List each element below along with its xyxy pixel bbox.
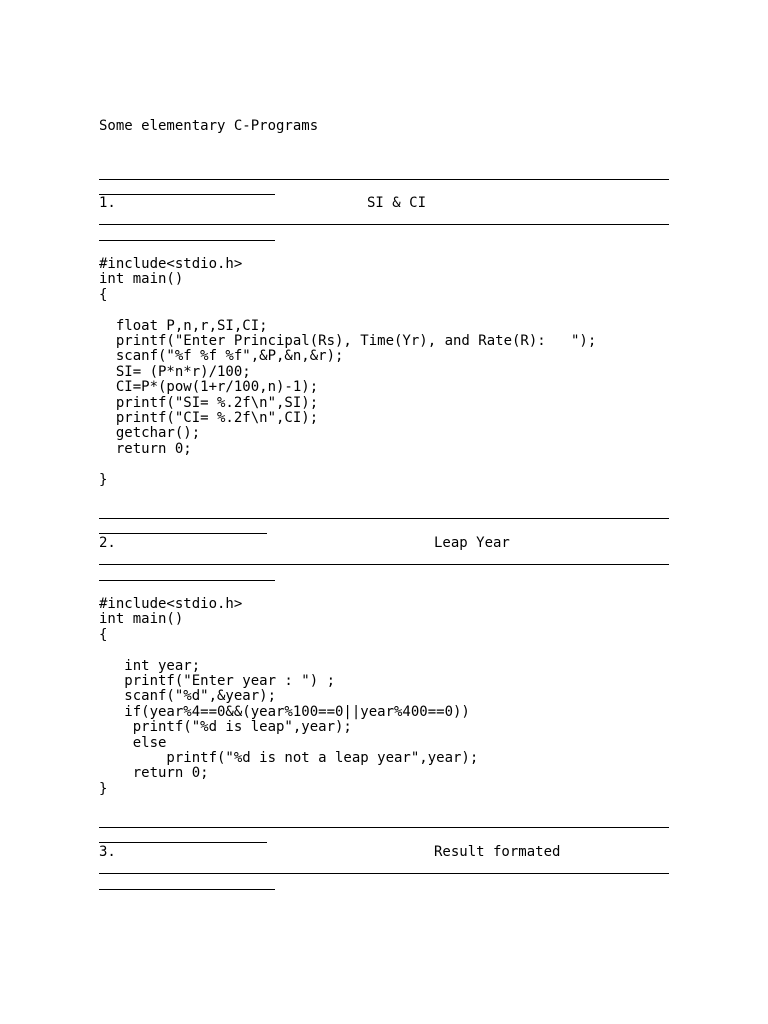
document-title: Some elementary C-Programs <box>99 118 319 134</box>
section-1-code: #include<stdio.h> int main() { float P,n,r,SI,CI; printf("Enter Principal(Rs), Time(Yr), and Rate(R): "); scanf("%f %f %f",&P,&n,&r); SI= (P*n*r)/100; CI=P*(pow(1+r/100,n)-1); printf("SI= %.2f\n",SI); printf("CI= %.2f\n",CI); getchar(); return 0; } <box>99 256 597 488</box>
separator-rule-continuation <box>99 533 267 534</box>
section-3-number: 3. <box>99 844 116 860</box>
separator-rule <box>99 827 669 828</box>
separator-rule-continuation <box>99 240 275 241</box>
section-1-heading: SI & CI <box>367 195 427 211</box>
separator-rule <box>99 564 669 565</box>
separator-rule <box>99 518 669 519</box>
section-2-number: 2. <box>99 535 116 551</box>
separator-rule-continuation <box>99 580 275 581</box>
section-3-heading: Result formated <box>434 844 561 860</box>
separator-rule-continuation <box>99 194 275 195</box>
section-2-heading: Leap Year <box>434 535 510 551</box>
section-2-code: #include<stdio.h> int main() { int year; printf("Enter year : ") ; scanf("%d",&year); if(year%4==0&&(year%100==0||year%400==0)) printf("%d is leap",year); else printf("%d is not a leap year",year); return 0; } <box>99 596 479 797</box>
separator-rule-continuation <box>99 842 267 843</box>
separator-rule-continuation <box>99 889 275 890</box>
separator-rule <box>99 224 669 225</box>
separator-rule <box>99 873 669 874</box>
separator-rule <box>99 179 669 180</box>
section-1-number: 1. <box>99 195 116 211</box>
